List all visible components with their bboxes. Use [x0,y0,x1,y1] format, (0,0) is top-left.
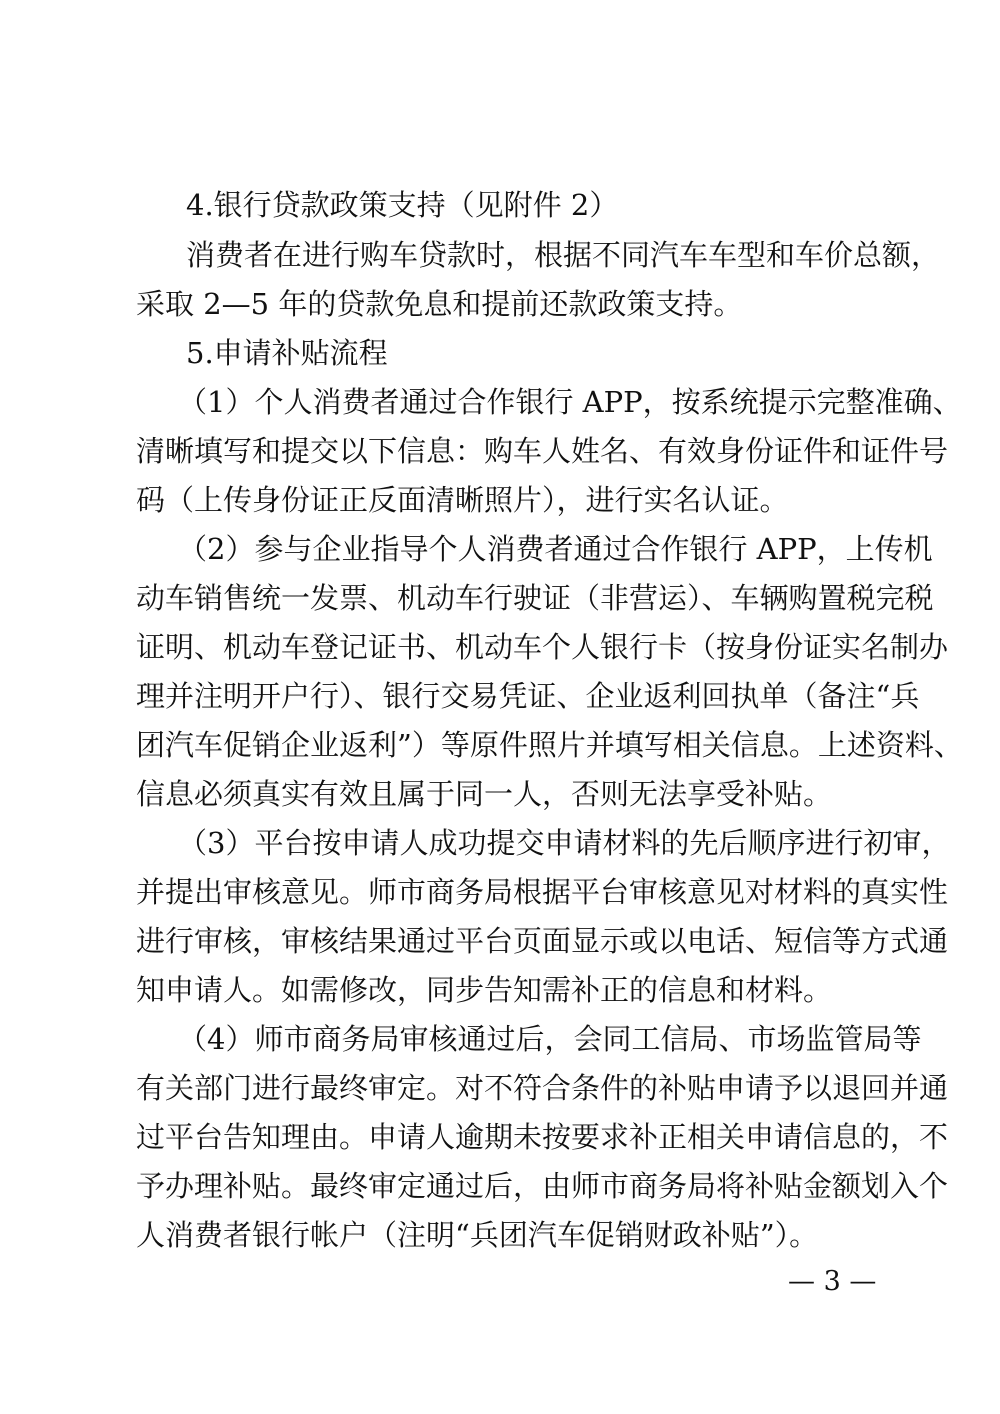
step-line [0,431,1000,471]
step-text: 人消费者银行帐户（注明“兵团汽车促销财政补贴”）。 [136,1218,819,1252]
step-line [0,725,1000,765]
step-line [0,627,1000,667]
step-line [0,578,1000,618]
paragraph-line [0,235,1000,275]
step-text: 证明、机动车登记证书、机动车个人银行卡（按身份证实名制办 [136,630,949,664]
step-text: 有关部门进行最终审定。对不符合条件的补贴申请予以退回并通 [136,1071,949,1105]
heading-text: 4.银行贷款政策支持（见附件 2） [186,188,619,222]
step-text: 并提出审核意见。师市商务局根据平台审核意见对材料的真实性 [136,875,949,909]
step-text: 理并注明开户行）、银行交易凭证、企业返利回执单（备注“兵 [136,679,920,713]
step-text: （4）师市商务局审核通过后，会同工信局、市场监管局等 [178,1022,922,1056]
step-line [0,921,1000,961]
step-text: （2）参与企业指导个人消费者通过合作银行 APP，上传机 [178,532,933,566]
step-text: 进行审核，审核结果通过平台页面显示或以电话、短信等方式通 [136,924,949,958]
step-line [0,480,1000,520]
step-text: 码（上传身份证正反面清晰照片），进行实名认证。 [136,483,789,517]
section-heading [0,185,1000,225]
step-text: （1）个人消费者通过合作银行 APP，按系统提示完整准确、 [178,385,962,419]
step-line [0,970,1000,1010]
step-line [0,1068,1000,1108]
step-text: （3）平台按申请人成功提交申请材料的先后顺序进行初审， [178,826,951,860]
step-line [0,872,1000,912]
step-line [0,529,1000,569]
step-line [0,1215,1000,1255]
step-line [0,1117,1000,1157]
page-number: — 3 — [788,1266,877,1297]
step-text: 信息必须真实有效且属于同一人，否则无法享受补贴。 [136,777,833,811]
step-line [0,1019,1000,1059]
paragraph-line [0,284,1000,324]
section-heading [0,333,1000,373]
heading-text: 5.申请补贴流程 [186,336,388,370]
step-text: 动车销售统一发票、机动车行驶证（非营运）、车辆购置税完税 [136,581,934,615]
step-line [0,823,1000,863]
step-line [0,382,1000,422]
step-text: 予办理补贴。最终审定通过后，由师市商务局将补贴金额划入个 [136,1169,949,1203]
step-text: 过平台告知理由。申请人逾期未按要求补正相关申请信息的，不 [136,1120,949,1154]
step-line [0,774,1000,814]
step-text: 团汽车促销企业返利”）等原件照片并填写相关信息。上述资料、 [136,728,963,762]
step-text: 清晰填写和提交以下信息：购车人姓名、有效身份证件和证件号 [136,434,949,468]
step-text: 知申请人。如需修改，同步告知需补正的信息和材料。 [136,973,833,1007]
step-line [0,1166,1000,1206]
paragraph-text: 采取 2—5 年的贷款免息和提前还款政策支持。 [136,287,743,321]
step-line [0,676,1000,716]
paragraph-text: 消费者在进行购车贷款时，根据不同汽车车型和车价总额， [186,238,941,272]
